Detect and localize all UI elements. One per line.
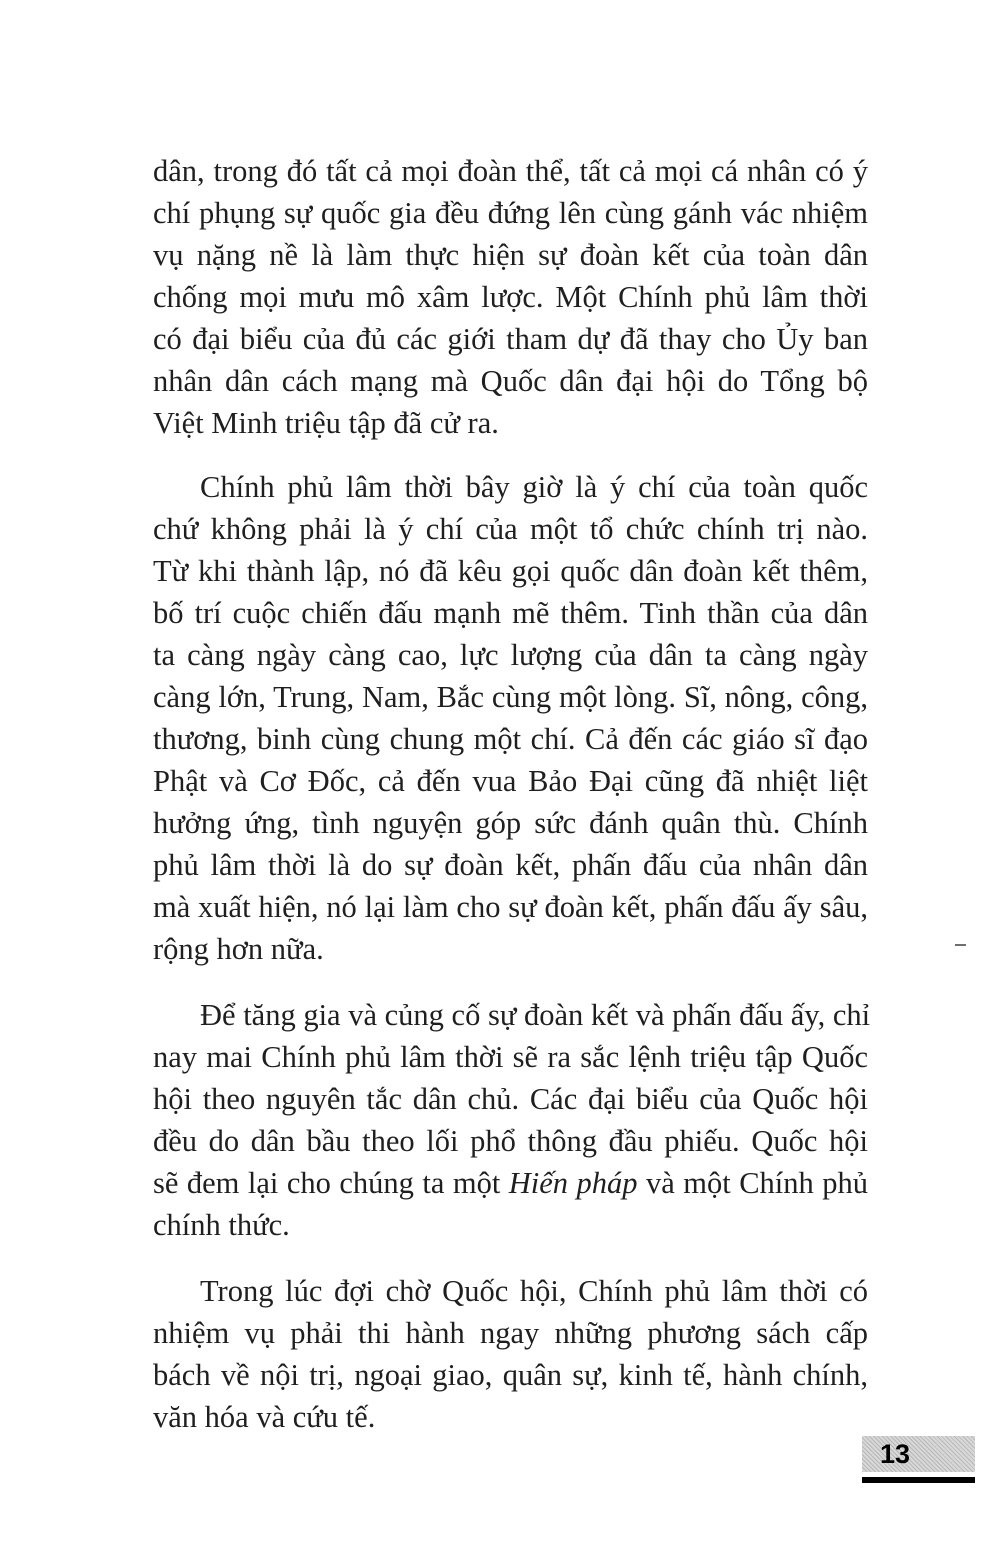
text-run: và một Chính phủ [637,1166,868,1200]
text-line: nhiệm vụ phải thi hành ngay những phương sách cấp [153,1316,868,1350]
text-line: dân, trong đó tất cả mọi đoàn thể, tất cả mọi cá nhân có ý [153,154,868,188]
text-run: sẽ đem lại cho chúng ta một [153,1166,509,1200]
paragraph-1 [153,150,868,444]
text-line: Trong lúc đợi chờ Quốc hội, Chính phủ lâm thời có [200,1274,868,1308]
text-line: nay mai Chính phủ lâm thời sẽ ra sắc lệnh triệu tập Quốc [153,1040,868,1074]
footer-rule [862,1477,975,1483]
text-line: mà xuất hiện, nó lại làm cho sự đoàn kết, phấn đấu ấy sâu, [153,890,868,924]
text-line: Phật và Cơ Đốc, cả đến vua Bảo Đại cũng đã nhiệt liệt [153,764,868,798]
text-line: Từ khi thành lập, nó đã kêu gọi quốc dân đoàn kết thêm, [153,554,868,588]
text-line: rộng hơn nữa. [153,932,324,966]
text-line: có đại biểu của đủ các giới tham dự đã thay cho Ủy ban [153,322,868,356]
margin-mark [955,944,966,946]
text-line: Chính phủ lâm thời bây giờ là ý chí của toàn quốc [200,470,868,504]
text-line: bố trí cuộc chiến đấu mạnh mẽ thêm. Tinh thần của dân [153,596,868,630]
text-line: càng lớn, Trung, Nam, Bắc cùng một lòng. Sĩ, nông, công, [153,680,868,714]
page-body [153,150,871,1438]
text-line: hội theo nguyên tắc dân chủ. Các đại biểu của Quốc hội [153,1082,868,1116]
italic-term-hien-phap: Hiến pháp [508,1166,638,1200]
text-line: đều do dân bầu theo lối phổ thông đầu phiếu. Quốc hội [153,1124,868,1158]
text-line: ta càng ngày càng cao, lực lượng của dân ta càng ngày [153,638,868,672]
text-line: chứ không phải là ý chí của một tổ chức chính trị nào. [153,512,868,546]
text-line: chính thức. [153,1208,290,1242]
text-line-with-italic [153,1162,868,1204]
page-number: 13 [879,1439,911,1469]
text-line: vụ nặng nề là làm thực hiện sự đoàn kết của toàn dân [153,238,868,272]
text-line: chí phụng sự quốc gia đều đứng lên cùng gánh vác nhiệm [153,196,868,230]
paragraph-3 [153,994,871,1246]
text-line: chống mọi mưu mô xâm lược. Một Chính phủ lâm thời [153,280,868,314]
text-line: Việt Minh triệu tập đã cử ra. [153,406,499,440]
paragraph-2 [153,466,868,970]
text-line: Để tăng gia và củng cố sự đoàn kết và phấn đấu ấy, chỉ [200,998,871,1032]
text-line: nhân dân cách mạng mà Quốc dân đại hội do Tổng bộ [153,364,868,398]
text-line: bách về nội trị, ngoại giao, quân sự, kinh tế, hành chính, [153,1358,868,1392]
paragraph-4 [153,1270,868,1438]
text-line: hưởng ứng, tình nguyện góp sức đánh quân thù. Chính [153,806,868,840]
text-line: văn hóa và cứu tế. [153,1400,376,1434]
text-line: phủ lâm thời là do sự đoàn kết, phấn đấu của nhân dân [153,848,868,882]
text-line: thương, binh cùng chung một chí. Cả đến các giáo sĩ đạo [153,722,868,756]
